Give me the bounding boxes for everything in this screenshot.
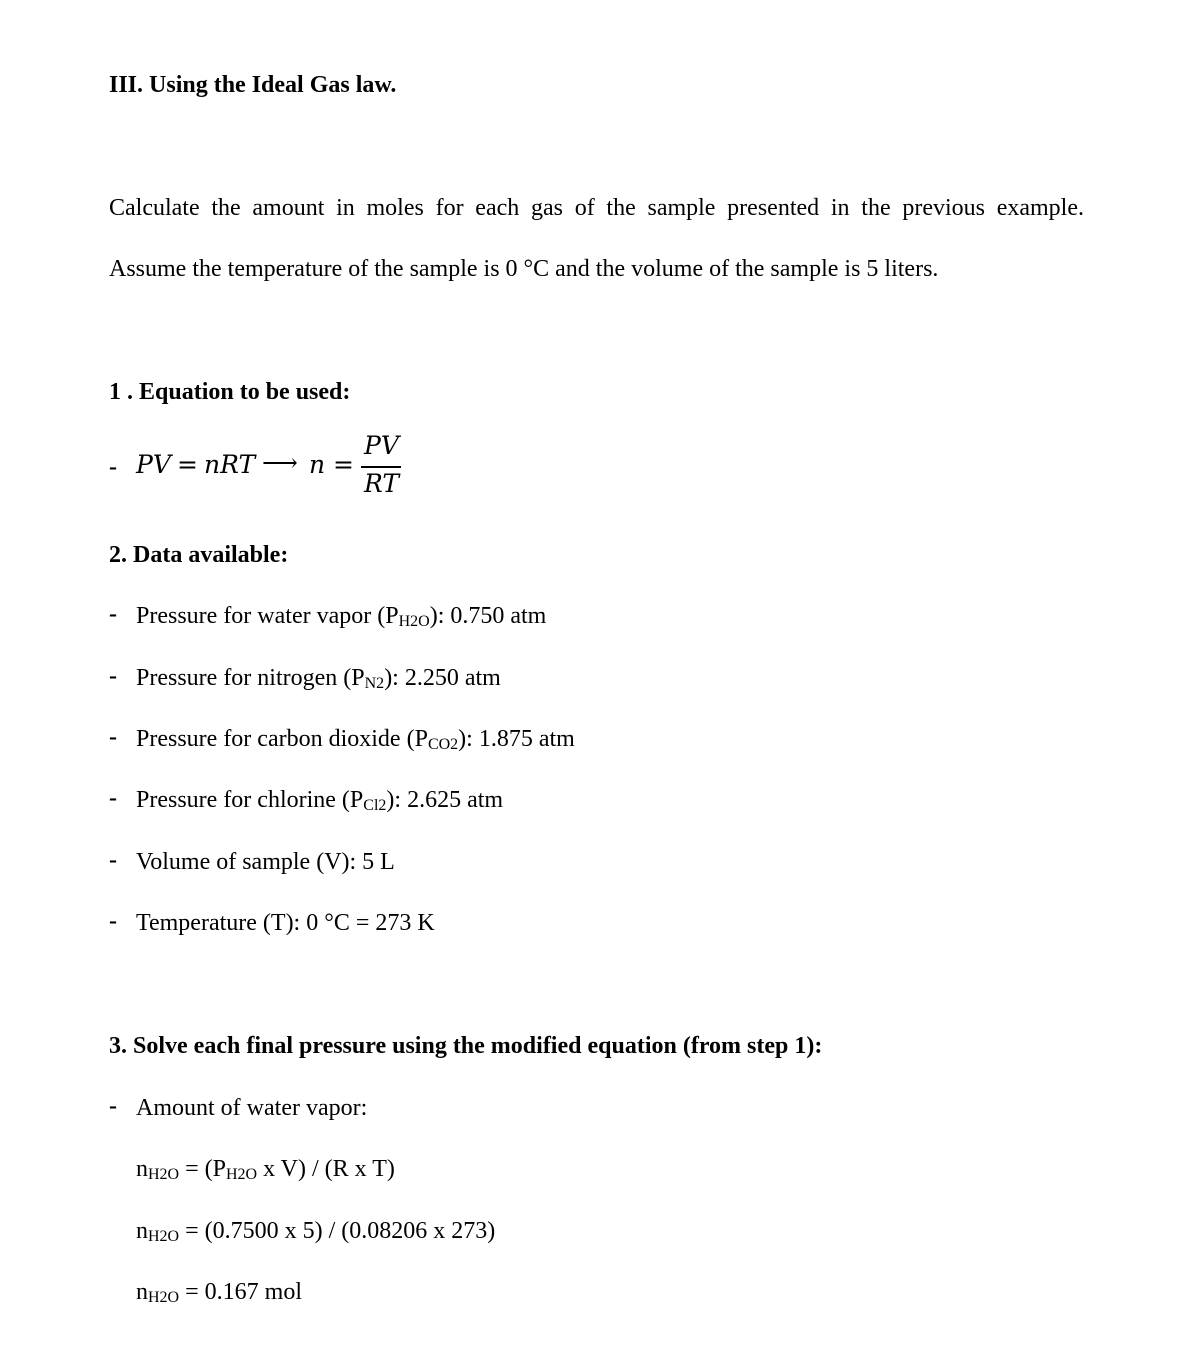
list-item: Volume of sample (V): 5 L [136,849,395,875]
fraction-denominator: RT [364,469,400,498]
fraction-numerator: PV [364,431,399,460]
fraction-bar [361,466,401,468]
section-title: III. Using the Ideal Gas law. [109,72,397,98]
calc-label: Amount of water vapor: [136,1095,368,1121]
calc-result [136,1277,302,1313]
item-subscript: H2O [398,613,430,630]
calc-equation-1 [136,1154,395,1190]
item-text: Pressure for chlorine (P [136,787,364,813]
eq-text: x V) / (R x T) [257,1156,395,1182]
list-item [136,663,501,699]
list-item [136,724,575,760]
bullet-dash: - [109,785,117,811]
step1-heading: 1 . Equation to be used: [109,379,351,405]
equation-equals-2: = [333,450,354,479]
step3-heading: 3. Solve each final pressure using the modified equation (from step 1): [109,1033,823,1059]
bullet-dash: - [109,663,117,689]
item-value: ): 1.875 atm [458,726,575,752]
item-value: ): 2.250 atm [384,665,501,691]
item-subscript: N2 [364,675,385,692]
equation-lhs: PV [136,450,171,479]
calc-equation-2 [136,1216,495,1252]
bullet-dash: - [109,847,117,873]
mole-subscript: H2O [148,1166,180,1183]
bullet-dash: - [109,908,117,934]
intro-line-2: Assume the temperature of the sample is 0 °C and the volume of the sample is 5 liters. [109,256,939,282]
mole-symbol: n [136,1156,148,1182]
list-item [136,601,546,637]
item-value: ): 0.750 atm [429,603,547,629]
item-text: Pressure for nitrogen (P [136,665,365,691]
bullet-dash: - [109,724,117,750]
pressure-subscript: H2O [225,1166,258,1183]
eq-text: = 0.167 mol [179,1279,302,1305]
item-text: Pressure for carbon dioxide (P [136,726,428,752]
bullet-dash: - [109,1093,117,1119]
mole-subscript: H2O [148,1289,180,1306]
equation-n: n [309,450,326,479]
mole-subscript: H2O [148,1228,180,1245]
equation-equals: = [177,450,198,479]
list-item [136,785,503,821]
mole-symbol: n [136,1279,148,1305]
mole-symbol: n [136,1218,148,1244]
item-value: ): 2.625 atm [386,787,504,813]
eq-text: = (0.7500 x 5) / (0.08206 x 273) [179,1218,496,1244]
item-subscript: CO2 [427,736,459,753]
eq-text: = (P [179,1156,226,1182]
item-text: Pressure for water vapor (P [136,603,399,629]
list-item: Temperature (T): 0 °C = 273 K [136,910,435,936]
item-subscript: Cl2 [363,797,387,814]
bullet-dash: - [109,601,117,627]
intro-line-1: Calculate the amount in moles for each gas of the sample presented in the previous example. [109,195,1084,221]
arrow-icon: ⟶ [262,448,298,477]
equation-rhs: nRT [204,450,256,479]
step2-heading: 2. Data available: [109,542,289,568]
bullet-dash: - [109,454,117,480]
